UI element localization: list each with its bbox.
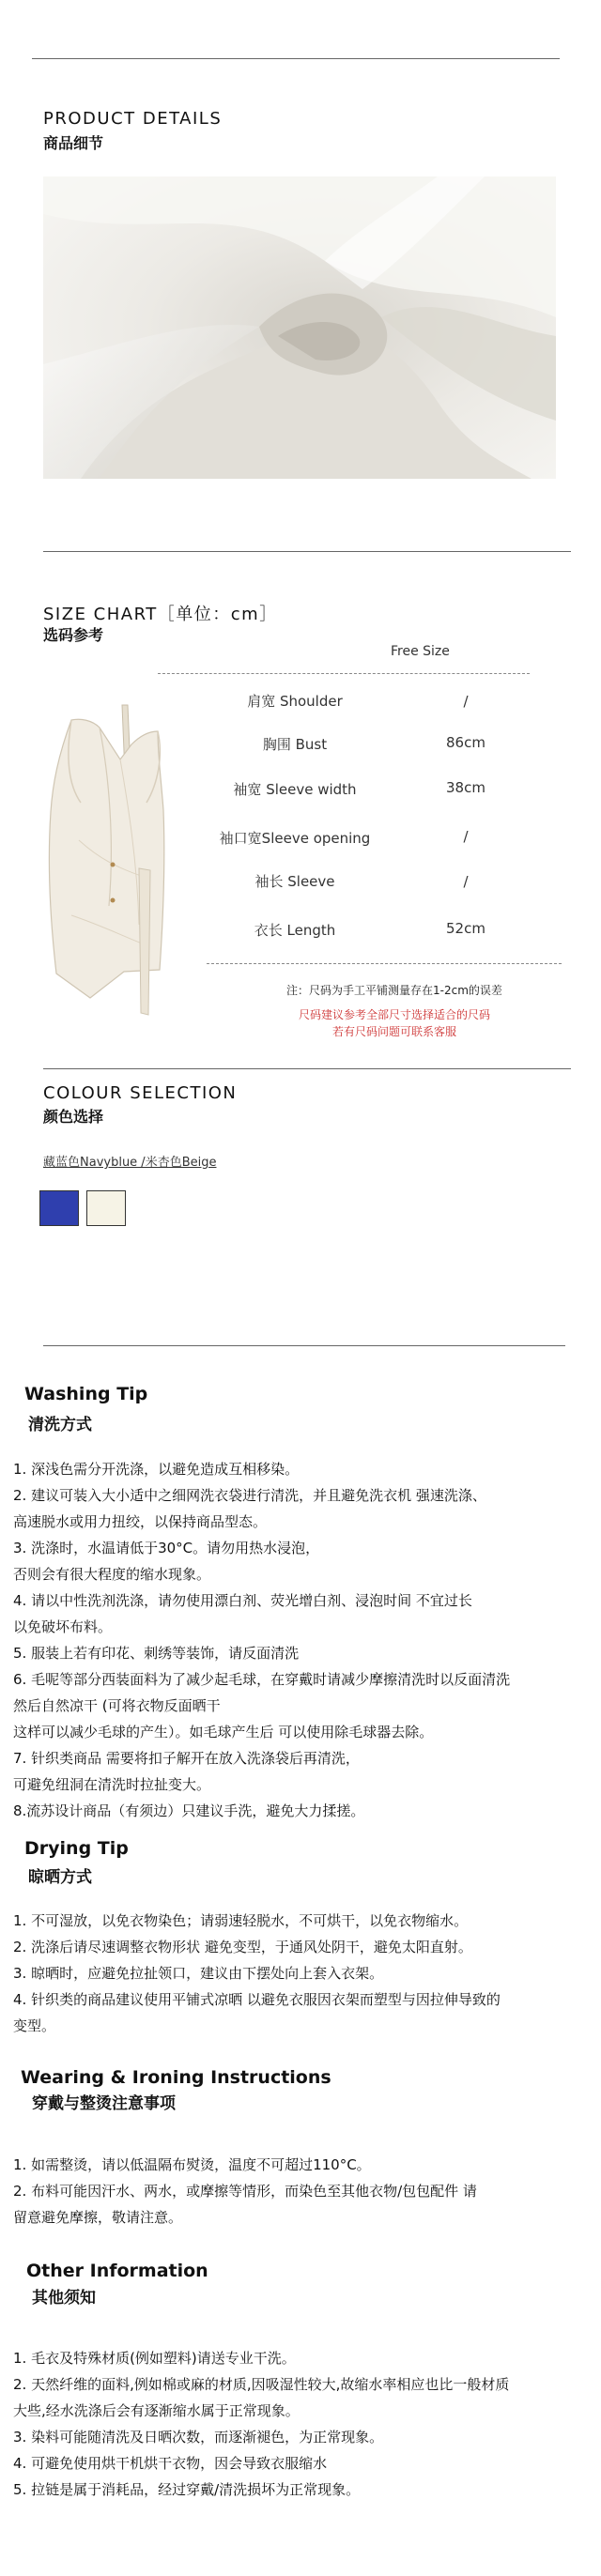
ironing-instructions <box>13 2152 588 2231</box>
drying-title-en: Drying Tip <box>24 1838 129 1859</box>
washing-title-cn: 清洗方式 <box>28 1416 92 1434</box>
size-row-value: / <box>463 873 469 890</box>
washing-line: 1. 深浅色需分开洗涤，以避免造成互相移染。 <box>13 1461 300 1478</box>
size-chart-title-en: SIZE CHART［单位：cm］ <box>43 605 278 624</box>
washing-line: 8.流苏设计商品（有须边）只建议手洗，避免大力揉搓。 <box>13 1802 365 1819</box>
section-divider <box>43 1068 571 1069</box>
other-line: 大些,经水洗涤后会有逐渐缩水属于正常现象。 <box>13 2402 300 2419</box>
other-line: 1. 毛衣及特殊材质(例如塑料)请送专业干洗。 <box>13 2350 296 2367</box>
drying-line: 2. 洗涤后请尽速调整衣物形状 避免变型，于通风处阴干，避免太阳直射。 <box>13 1939 472 1955</box>
colour-options-link[interactable]: 藏蓝色Navyblue /米杏色Beige <box>43 1156 217 1170</box>
size-row-label: 胸围 Bust <box>262 736 328 753</box>
section-divider <box>43 1345 565 1346</box>
drying-line: 1. 不可湿放，以免衣物染色；请弱速轻脱水，不可烘干，以免衣物缩水。 <box>13 1912 469 1929</box>
size-row-label: 袖宽 Sleeve width <box>233 781 357 798</box>
fabric-detail-image <box>43 176 556 479</box>
washing-line: 否则会有很大程度的缩水现象。 <box>13 1566 211 1583</box>
size-measure-note: 注：尺码为手工平铺测量存在1-2cm的误差 <box>286 984 502 997</box>
washing-line: 5. 服装上若有印花、刺绣等装饰，请反面清洗 <box>13 1645 300 1662</box>
top-divider <box>32 58 560 59</box>
washing-title-en: Washing Tip <box>24 1384 148 1404</box>
ironing-line: 留意避免摩擦，敬请注意。 <box>13 2209 183 2226</box>
drying-title-cn: 晾晒方式 <box>28 1868 92 1887</box>
other-line: 3. 染料可能随清洗及日晒次数，而逐渐褪色，为正常现象。 <box>13 2429 384 2446</box>
ironing-title-en: Wearing & Ironing Instructions <box>21 2067 331 2088</box>
swatch-beige[interactable] <box>86 1190 126 1226</box>
ironing-title-cn: 穿戴与整烫注意事项 <box>32 2094 176 2113</box>
drying-instructions <box>13 1908 588 2039</box>
size-row-label: 袖长 Sleeve <box>254 873 335 890</box>
size-row-value: / <box>463 693 469 710</box>
other-line: 4. 可避免使用烘干机烘干衣物，因会导致衣服缩水 <box>13 2455 328 2472</box>
section-divider <box>43 551 571 552</box>
size-row-value: 86cm <box>446 734 485 751</box>
garment-image <box>34 699 184 1019</box>
ironing-line: 2. 布料可能因汗水、两水，或摩擦等情形，而染色至其他衣物/包包配件 请 <box>13 2183 477 2200</box>
washing-line: 3. 洗涤时，水温请低于30°C。请勿用热水浸泡， <box>13 1540 320 1556</box>
ironing-line: 1. 如需整烫，请以低温隔布熨烫，温度不可超过110°C。 <box>13 2156 371 2173</box>
other-instructions <box>13 2345 588 2503</box>
washing-line: 可避免纽洞在清洗时拉扯变大。 <box>13 1776 211 1793</box>
washing-line: 6. 毛呢等部分西装面料为了减少起毛球，在穿戴时请减少摩擦清洗时以反面清洗 <box>13 1671 511 1688</box>
product-details-title-cn: 商品细节 <box>43 134 104 152</box>
washing-line: 这样可以减少毛球的产生）。如毛球产生后 可以使用除毛球器去除。 <box>13 1724 434 1740</box>
product-details-title-en: PRODUCT DETAILS <box>43 109 223 129</box>
drying-line: 变型。 <box>13 2017 56 2034</box>
size-row-label: 衣长 Length <box>254 922 336 939</box>
other-line: 2. 天然纤维的面料,例如棉或麻的材质,因吸湿性较大,故缩水率相应也比一般材质 <box>13 2376 510 2393</box>
washing-line: 2. 建议可装入大小适中之细网洗衣袋进行清洗，并且避免洗衣机 强速洗涤、 <box>13 1487 486 1504</box>
other-title-cn: 其他须知 <box>32 2289 96 2308</box>
other-title-en: Other Information <box>26 2261 208 2281</box>
size-chart-title-cn: 选码参考 <box>43 626 104 644</box>
size-row-value: / <box>463 828 469 845</box>
washing-instructions <box>13 1456 588 1824</box>
washing-line: 7. 针织类商品 需要将扣子解开在放入洗涤袋后再清洗， <box>13 1750 360 1767</box>
drying-line: 3. 晾晒时，应避免拉扯领口，建议由下摆处向上套入衣架。 <box>13 1965 384 1982</box>
washing-line: 以免破坏布料。 <box>13 1618 113 1635</box>
drying-line: 4. 针织类的商品建议使用平铺式凉晒 以避免衣服因衣架而塑型与因拉伸导致的 <box>13 1991 501 2008</box>
size-table-bottom-divider <box>207 963 562 964</box>
other-line: 5. 拉链是属于消耗品，经过穿戴/清洗损坏为正常现象。 <box>13 2481 361 2498</box>
colour-selection-title-cn: 颜色选择 <box>43 1108 104 1126</box>
colour-selection-title-en: COLOUR SELECTION <box>43 1083 238 1103</box>
size-row-label: 袖口宽Sleeve opening <box>219 830 371 847</box>
size-row-label: 肩宽 Shoulder <box>247 693 343 710</box>
washing-line: 高速脱水或用力扭绞，以保持商品型态。 <box>13 1513 268 1530</box>
size-row-value: 52cm <box>446 920 485 937</box>
size-advice-line2: 若有尺码问题可联系客服 <box>331 1025 456 1038</box>
size-advice-line1: 尺码建议参考全部尺寸选择适合的尺码 <box>298 1008 490 1021</box>
washing-line: 然后自然凉干 (可将衣物反面晒干 <box>13 1697 221 1714</box>
size-column-header: Free Size <box>391 644 450 659</box>
size-row-value: 38cm <box>446 779 485 796</box>
washing-line: 4. 请以中性洗剂洗涤，请勿使用漂白剂、荧光增白剂、浸泡时间 不宜过长 <box>13 1592 472 1609</box>
swatch-navyblue[interactable] <box>39 1190 79 1226</box>
size-header-divider <box>158 673 530 674</box>
